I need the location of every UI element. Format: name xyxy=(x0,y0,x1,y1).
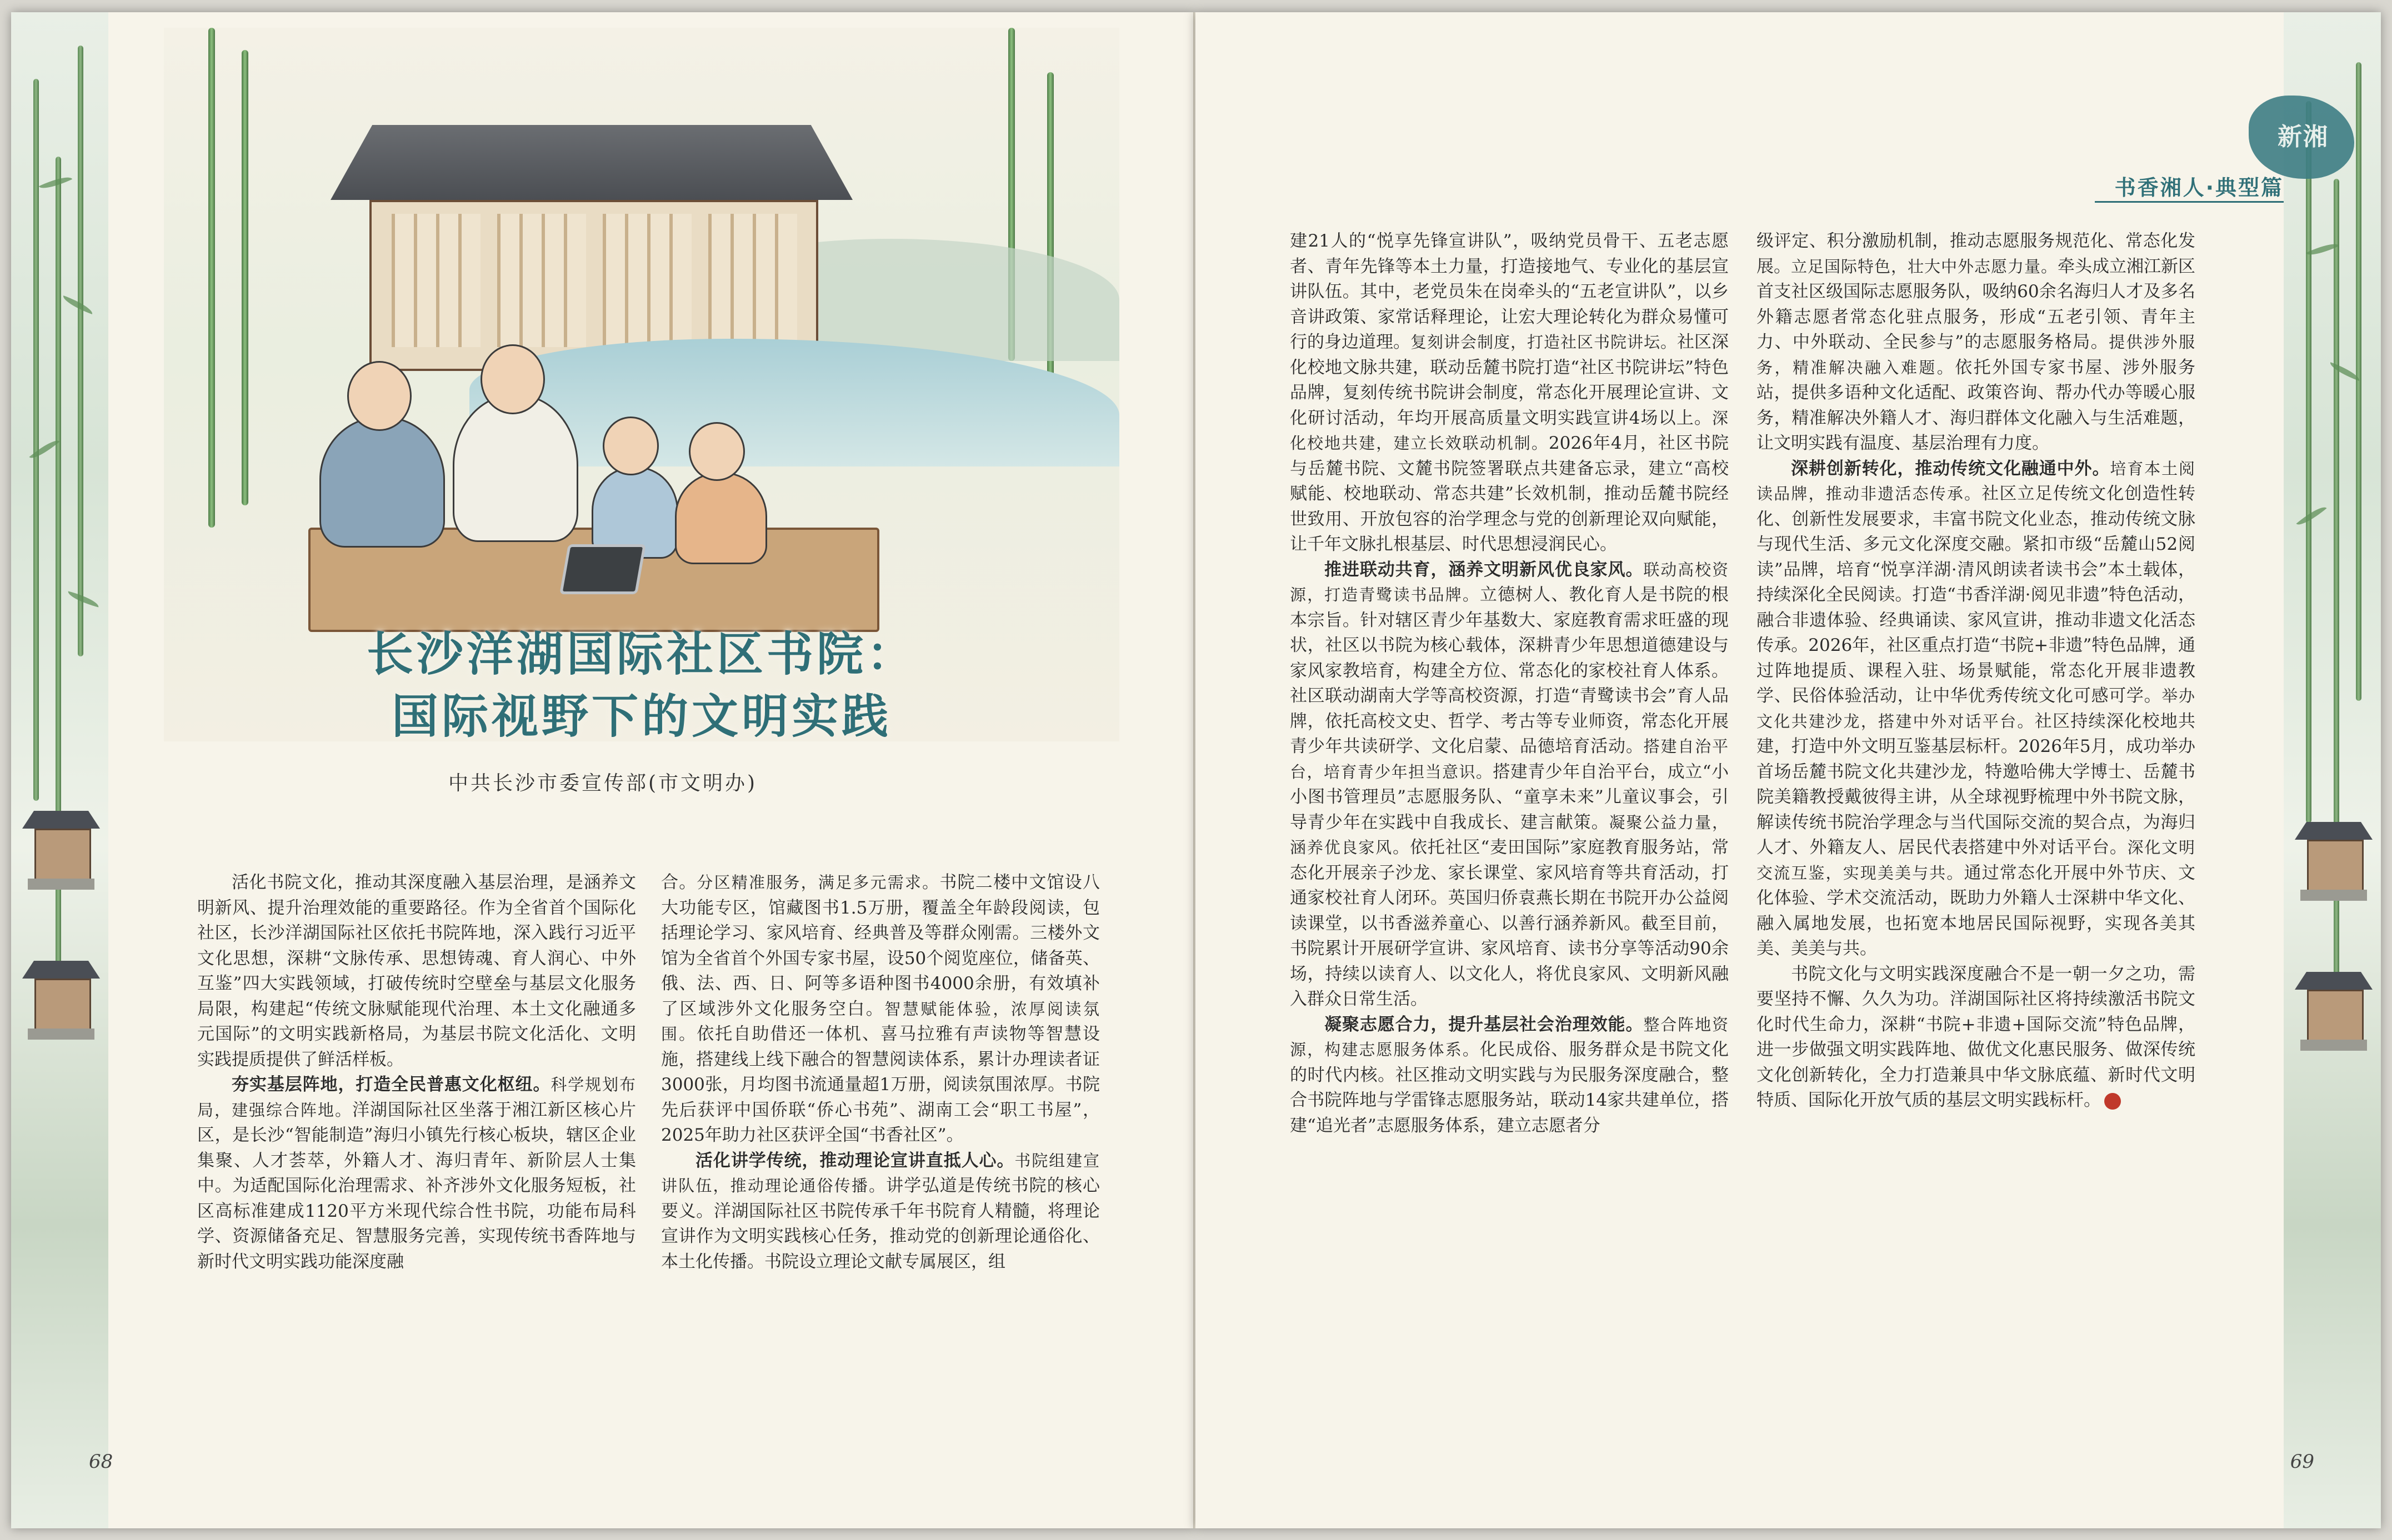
sub-heading: 培育本土阅读品牌，推动非遗活态传承。 xyxy=(1757,459,2195,503)
paragraph xyxy=(1290,1012,1729,1139)
author-byline: 中共长沙市委宣传部(市文明办) xyxy=(448,772,758,795)
paragraph-text: 立德树人、教化育人是书院的根本宗旨。针对辖区青少年基数大、家庭教育需求旺盛的现状，社区以书院为核心载体，深耕青少年思想道德建设与家风家教培育，构建全方位、常态化的家校社育人体系。社区联动湖南大学等高校资源，打造“青鹭读书会”育人品牌，依托高校文史、哲学、考古等专业师资，常态化开展青少年共读研学、文化启蒙、品德培育活动。 xyxy=(1290,585,1729,756)
title-line-2: 国际视野下的文明实践 xyxy=(391,689,892,744)
sub-heading: 复刻讲会制度，打造社区书院讲坛。 xyxy=(1410,333,1678,352)
paragraph-text: 建21人的“悦享先锋宣讲队”，吸纳党员骨干、五老志愿者、青年先锋等本土力量，打造接地气、专业化的基层宣讲队伍。其中，老党员朱在岗牵头的“五老宣讲队”，以乡音讲政策、家常话释理论，让宏大理论转化为群众易懂可行的身边道理。 xyxy=(1290,231,1729,352)
paragraph-text: 2026年4月，社区书院与岳麓书院、文麓书院签署联点共建备忘录，建立“高校赋能、校地联动、常态共建”长效机制，推动岳麓书院经世致用、开放包容的治学理念与党的创新理论双向赋能，让千年文脉扎根基层、时代思想浸润民心。 xyxy=(1290,433,1729,554)
paragraph-text: 通过常态化开展中外节庆、文化体验、学术交流活动，既助力外籍人士深耕中华文化、融入属地发展，也拓宽本地居民国际视野，实现各美其美、美美与共。 xyxy=(1757,862,2195,959)
sub-heading: 深化校地共建，建立长效联动机制。 xyxy=(1290,408,1729,453)
sub-heading: 分区精准服务，满足多元需求。 xyxy=(697,873,940,892)
column-logo-text: 新湘 xyxy=(2278,123,2329,151)
paragraph-text: 级评定、积分激励机制，推动志愿服务规范化、常态化发展。 xyxy=(1757,231,2195,277)
paragraph-text: 搭建青少年自治平台，成立“小小图书管理员”志愿服务队、“童享未来”儿童议事会，引导青少年在实践中自我成长、建言献策。 xyxy=(1290,761,1729,832)
section-heading: 活化讲学传统，推动理论宣讲直抵人心。 xyxy=(695,1150,1015,1171)
academy-building xyxy=(331,117,853,378)
left-page xyxy=(11,12,1194,1528)
paragraph-text: 牵头成立湘江新区首支社区级国际志愿服务队，吸纳60余名海归人才及多名外籍志愿者常态化驻点服务，形成“五老引领、青年主力、中外联动、全民参与”的志愿服务格局。 xyxy=(1757,256,2196,352)
page-number-left: 68 xyxy=(89,1451,113,1473)
paragraph-text: 讲学弘道是传统书院的核心要义。洋湖国际社区书院传承千年书院育人精髓，将理论宣讲作为文明实践核心任务，推动党的创新理论通俗化、本土化传播。书院设立理论文献专属展区，组 xyxy=(661,1176,1100,1272)
section-heading: 推进联动共育，涵养文明新风优良家风。 xyxy=(1324,559,1644,580)
section-tag: 书香湘人·典型篇 xyxy=(2114,175,2284,200)
paragraph: 活化书院文化，推动其深度融入基层治理，是涵养文明新风、提升治理效能的重要路径。作为全省首个国际化社区，长沙洋湖国际社区依托书院阵地，深入践行习近平文化思想，深耕“文脉传承、思想铸魂、育人润心、中外互鉴”四大实践领域，打破传统时空壁垒与基层文化服务局限，构建起“传统文脉赋能现代治理、本土文化融通多元国际”的文明实践新格局，为基层书院文化活化、文明实践提质提供了鲜活样板。 xyxy=(197,872,636,1070)
text-column-1 xyxy=(197,870,636,1275)
sub-heading: 联动高校资源，打造青鹭读书品牌。 xyxy=(1290,560,1729,604)
paragraph-text: 洋湖国际社区坐落于湘江新区核心片区，是长沙“智能制造”海归小镇先行核心板块，辖区企业集聚、人才荟萃，外籍人才、海归青年、新阶层人士集中。为适配国际化治理需求、补齐涉外文化服务短板，社区高标准建成1120平方米现代综合性书院，功能布局科学、资源储备充足、智慧服务完善，实现传统书香阵地与新时代文明实践功能深度融 xyxy=(197,1100,636,1272)
tablet-device xyxy=(559,544,646,594)
paragraph-text: 合。 xyxy=(661,872,697,892)
sub-heading: 举办文化共建沙龙，搭建中外对话平台。 xyxy=(1757,686,2195,731)
paragraph xyxy=(1757,962,2195,1113)
paragraph-text: 社区持续深化校地共建，打造中外文明互鉴基层标杆。2026年5月，成功举办首场岳麓书院文化共建沙龙，特邀哈佛大学博士、岳麓书院美籍教授戴彼得主讲，从全球视野梳理中外书院文脉，解读传统书院治学理念与当代国际交流的契合点，为海归人才、外籍友人、居民代表搭建中外对话平台。 xyxy=(1757,711,2195,857)
paragraph-text: 社区立足传统文化创造性转化、创新性发展要求，丰富书院文化业态，推动传统文脉与现代生活、多元文化深度交融。紧扣市级“岳麓山52阅读”品牌，培育“悦享洋湖·清风朗读者读书会”本土载体，持续深化全民阅读。打造“书香洋湖·阅见非遗”特色活动，融合非遗体验、经典诵读、家风宣讲，推动非遗文化活态传承。2026年，社区重点打造“书院+非遗”特色品牌，通过阵地提质、课程入驻、场景赋能，常态化开展非遗教学、民俗体验活动，让中华优秀传统文化可感可学。 xyxy=(1757,484,2195,706)
header-rule xyxy=(2095,201,2284,203)
paragraph-text: 书院文化与文明实践深度融合不是一朝一夕之功，需要坚持不懈、久久为功。洋湖国际社区将持续激活书院文化时代生命力，深耕“书院+非遗+国际交流”特色品牌，进一步做强文明实践阵地、做优文化惠民服务、做深传统文化创新转化，全力打造兼具中华文脉底蕴、新时代文明特质、国际化开放气质的基层文明实践标杆。 xyxy=(1757,964,2195,1110)
page-number-right: 69 xyxy=(2290,1451,2314,1473)
right-page xyxy=(1195,12,2381,1528)
sub-heading: 搭建自治平台，培育青少年担当意识。 xyxy=(1290,737,1729,781)
paragraph-text: 化民成俗、服务群众是书院文化的时代内核。社区推动文明实践与为民服务深度融合，整合书院阵地与学雷锋志愿服务站，联动14家共建单位，搭建“追光者”志愿服务体系，建立志愿者分 xyxy=(1290,1040,1729,1136)
paragraph-text: 依托外国专家书屋、涉外服务站，提供多语种文化适配、政策咨询、帮办代办等暖心服务，精准解决外籍人才、海归群体文化融入与生活难题，让文明实践有温度、基层治理有力度。 xyxy=(1757,357,2195,453)
paragraph xyxy=(197,1072,636,1275)
paragraph xyxy=(661,870,1100,1148)
section-heading: 夯实基层阵地，打造全民普惠文化枢纽。 xyxy=(232,1075,551,1095)
paragraph-text: 依托自助借还一体机、喜马拉雅有声读物等智慧设施，搭建线上线下融合的智慧阅读体系，累计办理读者证3000张，月均图书流通量超1万册，阅读氛围浓厚。书院先后获评中国侨联“侨心书苑”、湖南工会“职工书屋”，2025年助力社区获评全国“书香社区”。 xyxy=(661,1024,1100,1145)
text-column-2 xyxy=(661,870,1100,1275)
section-heading: 深耕创新转化，推动传统文化融通中外。 xyxy=(1791,458,2110,479)
paragraph-text: 书院二楼中文馆设八大功能专区，馆藏图书1.5万册，覆盖全年龄段阅读，包括理论学习、家风培育、经典普及等群众刚需。三楼外文馆为全省首个外国专家书屋，设50个阅览座位，储备英、俄、法、西、日、阿等多语种图书4000余册，有效填补了区域涉外文化服务空白。 xyxy=(661,872,1100,1019)
sub-heading: 书院组建宣讲队伍，推动理论通俗传播。 xyxy=(661,1151,1100,1195)
right-bamboo-border xyxy=(2284,12,2381,1528)
paragraph-text: 社区深化校地文脉共建，联动岳麓书院打造“社区书院讲坛”特色品牌，复刻传统书院讲会制度，常态化开展理论宣讲、文化研讨活动，年均开展高质量文明实践宣讲4场以上。 xyxy=(1290,332,1729,428)
article-title xyxy=(164,623,1119,748)
paragraph xyxy=(1757,457,2195,962)
pavilion-illustration xyxy=(22,956,100,1051)
text-column-4 xyxy=(1757,229,2195,1113)
sub-heading: 凝聚公益力量，涵养优良家风。 xyxy=(1290,812,1729,857)
pavilion-illustration xyxy=(22,806,100,901)
paragraph-text: 依托社区“麦田国际”家庭教育服务站，常态化开展亲子沙龙、家长课堂、家风培育等共育活动，打通家校社育人闭环。英国归侨袁燕长期在书院开办公益阅读课堂，以书香滋养童心、以善行涵养新风。截至目前，书院累计开展研学宣讲、家风培育、读书分享等活动90余场，持续以读育人、以文化人，将优良家风、文明新风融入群众日常生活。 xyxy=(1290,837,1729,1009)
paragraph xyxy=(1757,229,2195,457)
title-line-1: 长沙洋湖国际社区书院： xyxy=(366,627,917,681)
text-column-3 xyxy=(1290,229,1729,1138)
pavilion-illustration xyxy=(2295,967,2373,1062)
sub-heading: 深化文明交流互鉴，实现美美与共。 xyxy=(1757,838,2195,882)
paragraph xyxy=(1290,229,1729,558)
pavilion-illustration xyxy=(2295,817,2373,912)
sub-heading: 科学规划布局，建强综合阵地。 xyxy=(197,1075,636,1120)
paragraph xyxy=(661,1148,1100,1275)
paragraph xyxy=(1290,558,1729,1012)
end-of-article-icon xyxy=(2104,1093,2121,1110)
sub-heading: 提供涉外服务，精准解决融入难题。 xyxy=(1757,333,2195,377)
sub-heading: 整合阵地资源，构建志愿服务体系。 xyxy=(1290,1015,1729,1059)
section-heading: 凝聚志愿合力，提升基层社会治理效能。 xyxy=(1324,1014,1644,1035)
sub-heading: 立足国际特色，壮大中外志愿力量。 xyxy=(1791,257,2058,276)
sub-heading: 智慧赋能体验，浓厚阅读氛围。 xyxy=(661,999,1100,1044)
